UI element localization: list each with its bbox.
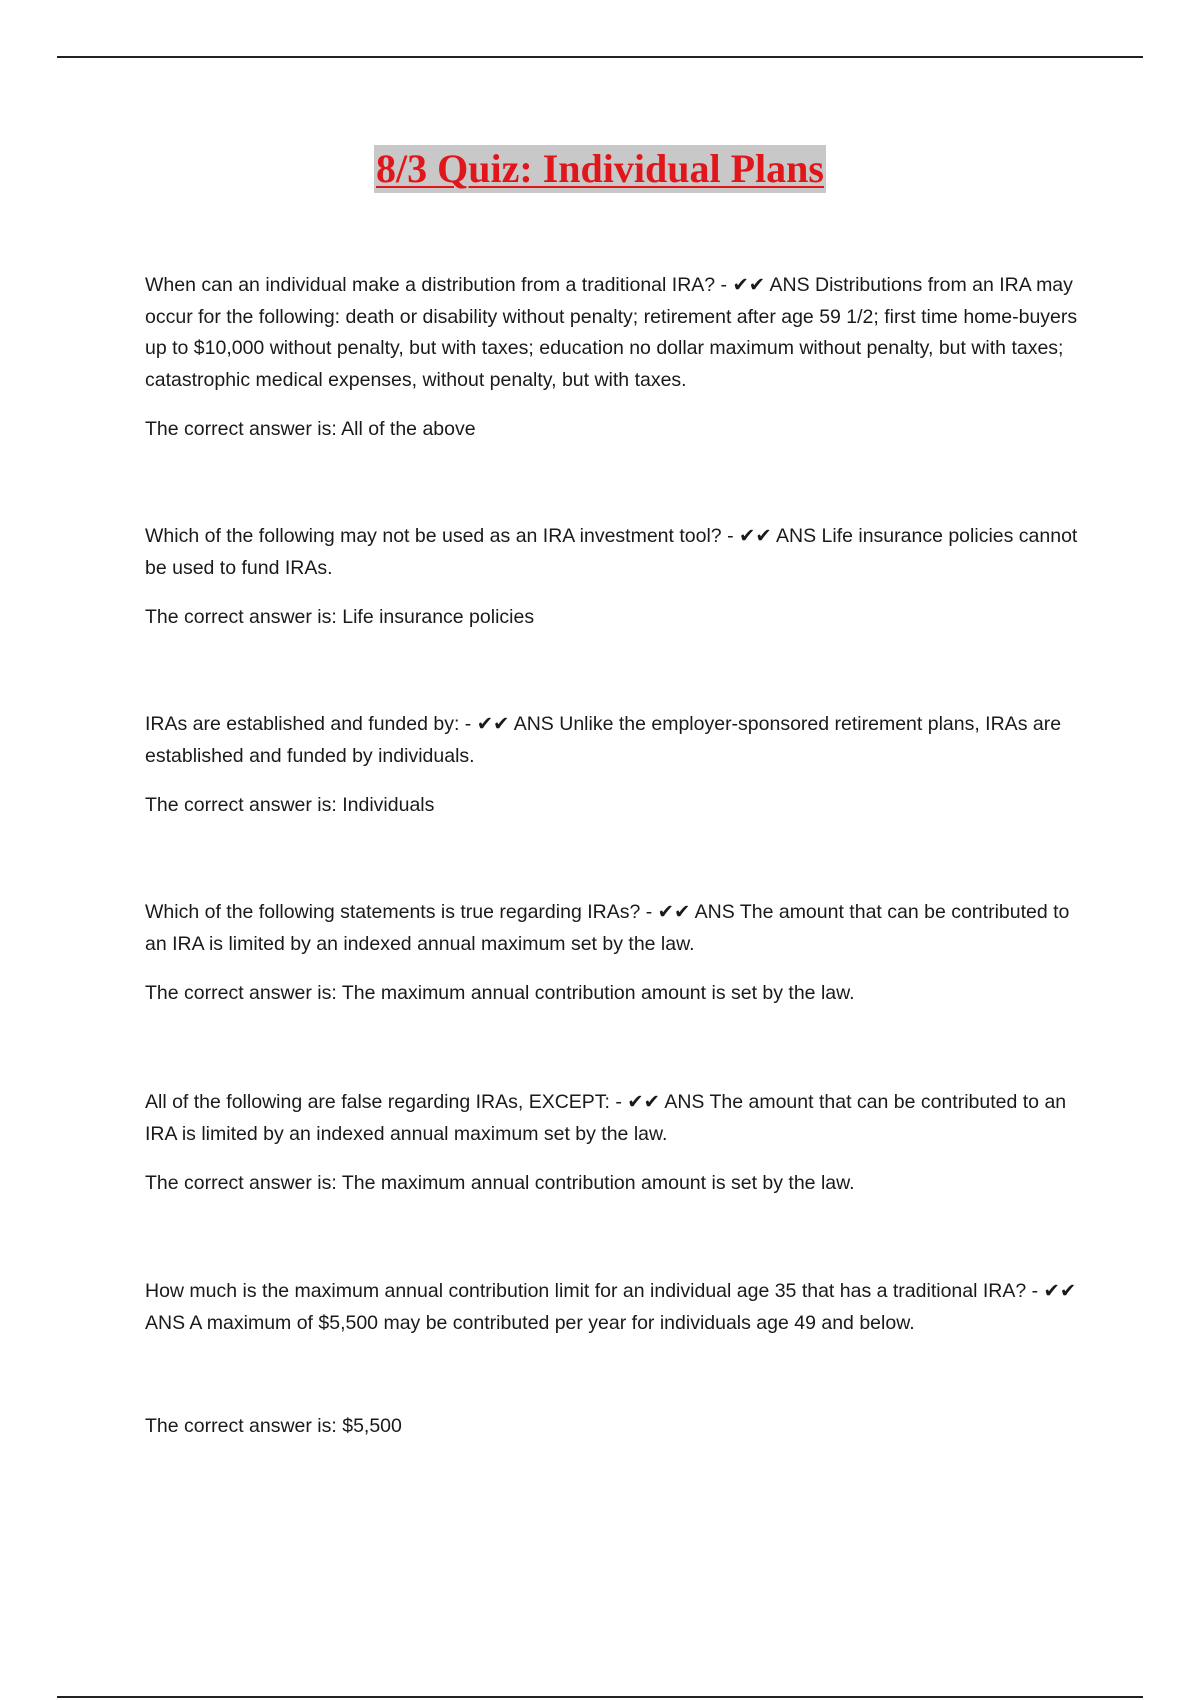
- qa-item-4: [145, 897, 1095, 1010]
- question-text: IRAs are established and funded by: - ✔✔ ANS Unlike the employer-sponsored retirement plans, IRAs are established and funded by individuals.: [145, 713, 1062, 767]
- answer-text: The correct answer is: $5,500: [145, 1415, 402, 1437]
- title-container: [0, 145, 1200, 193]
- page-title: 8/3 Quiz: Individual Plans: [376, 146, 824, 191]
- answer-text: The correct answer is: Life insurance policies: [145, 606, 535, 628]
- qa-item-3: [145, 709, 1095, 822]
- top-rule: [57, 56, 1143, 58]
- qa-item-2: [145, 521, 1095, 634]
- answer-text: The correct answer is: The maximum annual contribution amount is set by the law.: [145, 982, 855, 1004]
- question-text: How much is the maximum annual contribution limit for an individual age 35 that has a traditional IRA? - ✔✔ ANS A maximum of $5,500 may be contributed per year for individuals age 49 and below.: [145, 1280, 1077, 1334]
- qa-item-6: [145, 1276, 1095, 1443]
- bottom-rule: [57, 1696, 1143, 1698]
- question-text: Which of the following may not be used as an IRA investment tool? - ✔✔ ANS Life insurance policies cannot be used to fund IRAs.: [145, 525, 1078, 579]
- question-text: When can an individual make a distribution from a traditional IRA? - ✔✔ ANS Distributions from an IRA may occur for the following: death or disability without penalty; retirement after age 59 1/2; first time home-buyers up to $10,000 without penalty, but with taxes; education no dollar maximum without penalty, but with taxes; catastrophic medical expenses, without penalty, but with taxes.: [145, 274, 1078, 391]
- answer-text: The correct answer is: The maximum annual contribution amount is set by the law.: [145, 1172, 855, 1194]
- qa-item-5: [145, 1087, 1095, 1200]
- question-text: All of the following are false regarding IRAs, EXCEPT: - ✔✔ ANS The amount that can be contributed to an IRA is limited by an indexed annual maximum set by the law.: [145, 1091, 1067, 1145]
- answer-text: The correct answer is: Individuals: [145, 794, 435, 816]
- answer-text: The correct answer is: All of the above: [145, 418, 476, 440]
- qa-item-1: [145, 270, 1095, 446]
- question-text: Which of the following statements is true regarding IRAs? - ✔✔ ANS The amount that can be contributed to an IRA is limited by an indexed annual maximum set by the law.: [145, 901, 1070, 955]
